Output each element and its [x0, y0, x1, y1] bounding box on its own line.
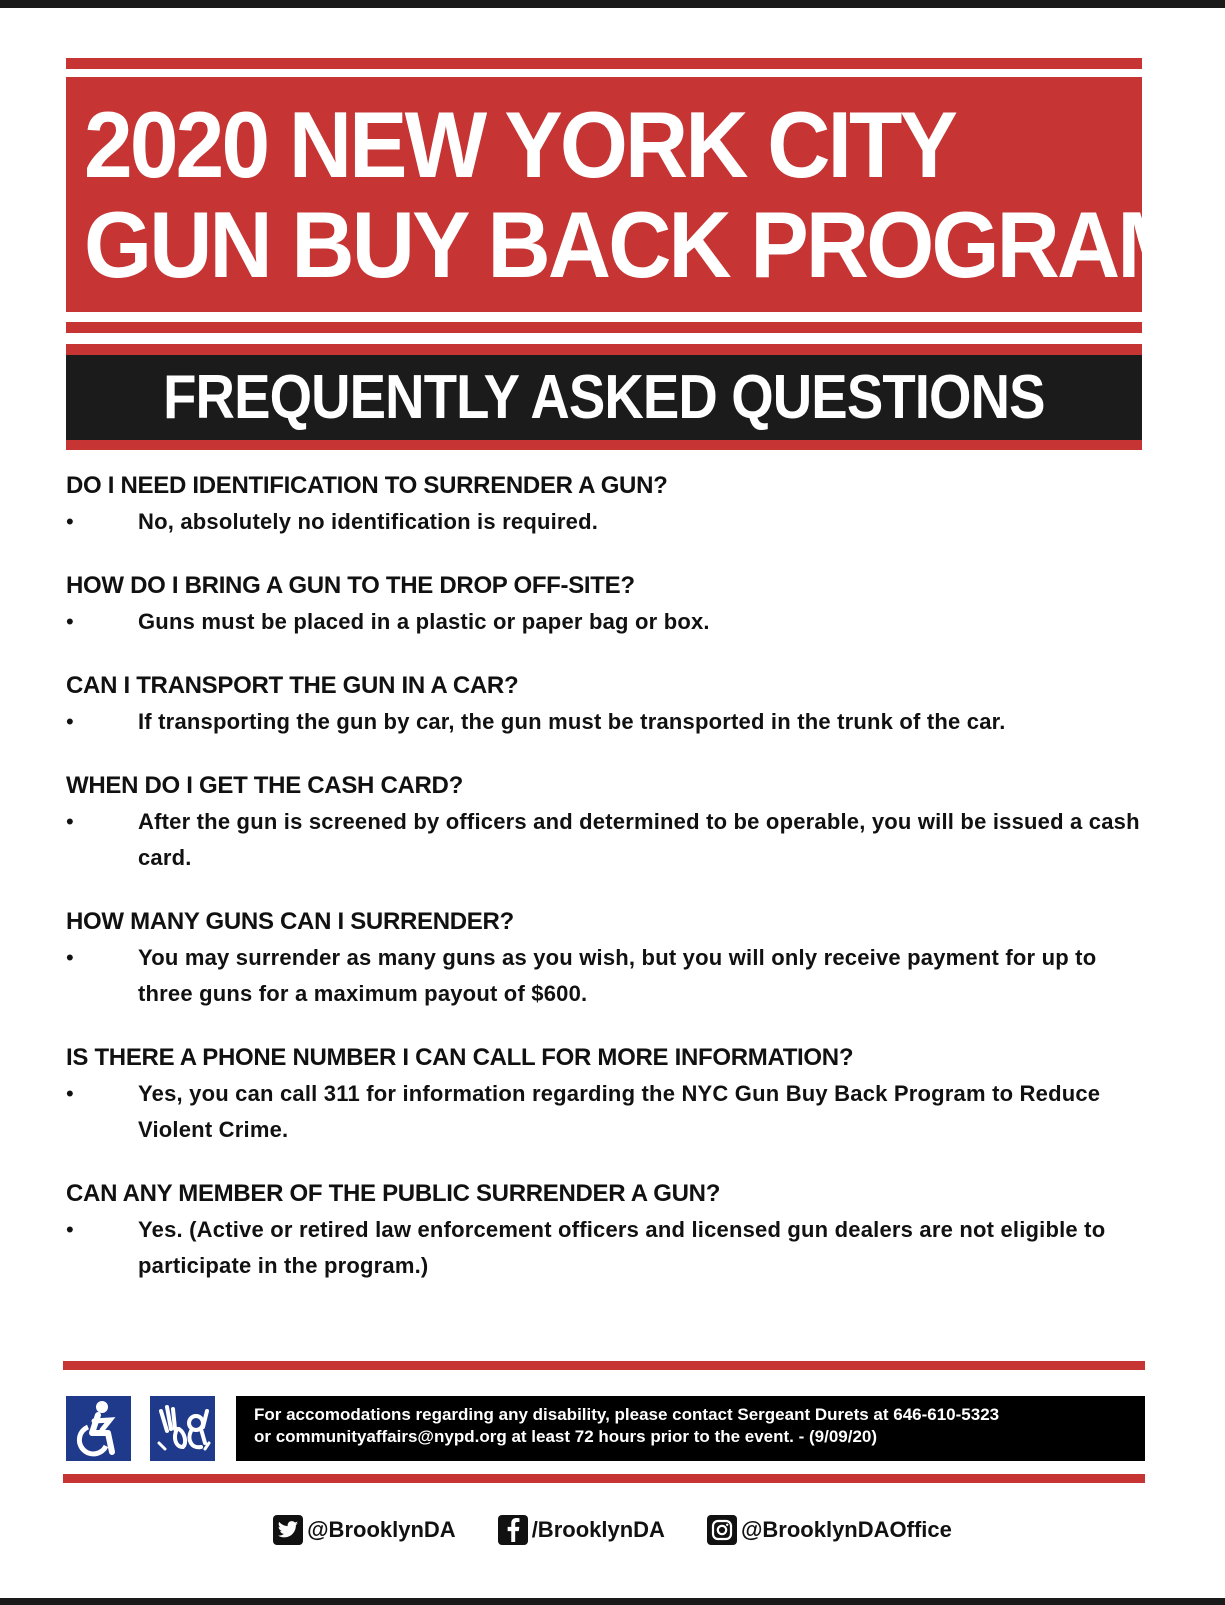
faq-answer — [66, 504, 1146, 540]
faq-bottom-rule — [66, 440, 1142, 450]
footer-bottom-rule — [63, 1474, 1145, 1483]
facebook-link[interactable] — [498, 1515, 665, 1545]
faq-item — [66, 906, 1146, 1012]
title-line-1: 2020 NEW YORK CITY — [84, 91, 956, 197]
instagram-link[interactable] — [707, 1515, 952, 1545]
twitter-link[interactable] — [273, 1515, 456, 1545]
footer-top-rule — [63, 1361, 1145, 1370]
twitter-icon — [273, 1515, 303, 1545]
faq-answer-text: Yes. (Active or retired law enforcement officers and licensed gun dealers are not eligible to participate in the program.) — [138, 1217, 1106, 1278]
faq-answer-text: If transporting the gun by car, the gun must be transported in the trunk of the car. — [138, 709, 1006, 734]
faq-heading: FREQUENTLY ASKED QUESTIONS — [163, 363, 1045, 432]
notice-line-2: or communityaffairs@nypd.org at least 72 hours prior to the event. - (9/09/20) — [254, 1427, 878, 1446]
accessibility-icon — [66, 1396, 131, 1461]
flyer-page — [0, 8, 1225, 1598]
faq-answer — [66, 604, 1146, 640]
faq-answer — [66, 704, 1146, 740]
title-banner — [66, 77, 1188, 312]
faq-item — [66, 770, 1146, 876]
faq-question: CAN I TRANSPORT THE GUN IN A CAR? — [66, 672, 519, 699]
faq-answer-text: After the gun is screened by officers and determined to be operable, you will be issued a cash card. — [138, 809, 1140, 870]
bullet-icon: • — [66, 1081, 74, 1106]
faq-answer-text: You may surrender as many guns as you wish, but you will only receive payment for up to three guns for a maximum payout of $600. — [138, 945, 1097, 1006]
faq-question: HOW DO I BRING A GUN TO THE DROP OFF-SITE? — [66, 572, 635, 599]
faq-question: CAN ANY MEMBER OF THE PUBLIC SURRENDER A GUN? — [66, 1180, 721, 1207]
notice-line-1: For accomodations regarding any disability, please contact Sergeant Durets at 646-610-5323 — [254, 1405, 1000, 1424]
faq-item — [66, 1042, 1146, 1148]
faq-item — [66, 470, 1146, 540]
instagram-icon — [707, 1515, 737, 1545]
bullet-icon: • — [66, 609, 74, 634]
title-line-2: GUN BUY BACK PROGRAM — [84, 191, 1188, 297]
faq-answer — [66, 804, 1146, 876]
bullet-icon: • — [66, 709, 74, 734]
accessibility-icon-graphic — [72, 1400, 126, 1458]
faq-heading-bar — [66, 355, 1142, 440]
social-links — [0, 1515, 1225, 1545]
faq-item — [66, 570, 1146, 640]
faq-question: IS THERE A PHONE NUMBER I CAN CALL FOR MORE INFORMATION? — [66, 1044, 854, 1071]
faq-item — [66, 1178, 1146, 1284]
faq-question: DO I NEED IDENTIFICATION TO SURRENDER A GUN? — [66, 472, 668, 499]
top-rule — [66, 58, 1142, 69]
instagram-handle: @BrooklynDAOffice — [740, 1517, 952, 1542]
faq-answer — [66, 1076, 1146, 1148]
faq-question: WHEN DO I GET THE CASH CARD? — [66, 772, 463, 799]
faq-list — [66, 470, 1146, 1314]
facebook-handle: /BrooklynDA — [531, 1517, 665, 1542]
faq-answer — [66, 940, 1146, 1012]
bullet-icon: • — [66, 945, 74, 970]
faq-answer-text: Guns must be placed in a plastic or paper bag or box. — [138, 609, 710, 634]
faq-answer — [66, 1212, 1146, 1284]
accommodations-notice — [236, 1396, 1145, 1461]
bullet-icon: • — [66, 809, 74, 834]
facebook-icon — [498, 1515, 528, 1545]
sign-language-icon — [150, 1396, 215, 1461]
faq-question: HOW MANY GUNS CAN I SURRENDER? — [66, 908, 514, 935]
faq-item — [66, 670, 1146, 740]
faq-answer-text: Yes, you can call 311 for information regarding the NYC Gun Buy Back Program to Reduce Violent Crime. — [138, 1081, 1101, 1142]
twitter-handle: @BrooklynDA — [307, 1517, 456, 1542]
bullet-icon: • — [66, 1217, 74, 1242]
sign-language-icon-graphic — [155, 1403, 211, 1455]
bullet-icon: • — [66, 509, 74, 534]
faq-answer-text: No, absolutely no identification is required. — [138, 509, 599, 534]
title-bottom-rule — [66, 322, 1142, 333]
faq-top-rule — [66, 344, 1142, 355]
